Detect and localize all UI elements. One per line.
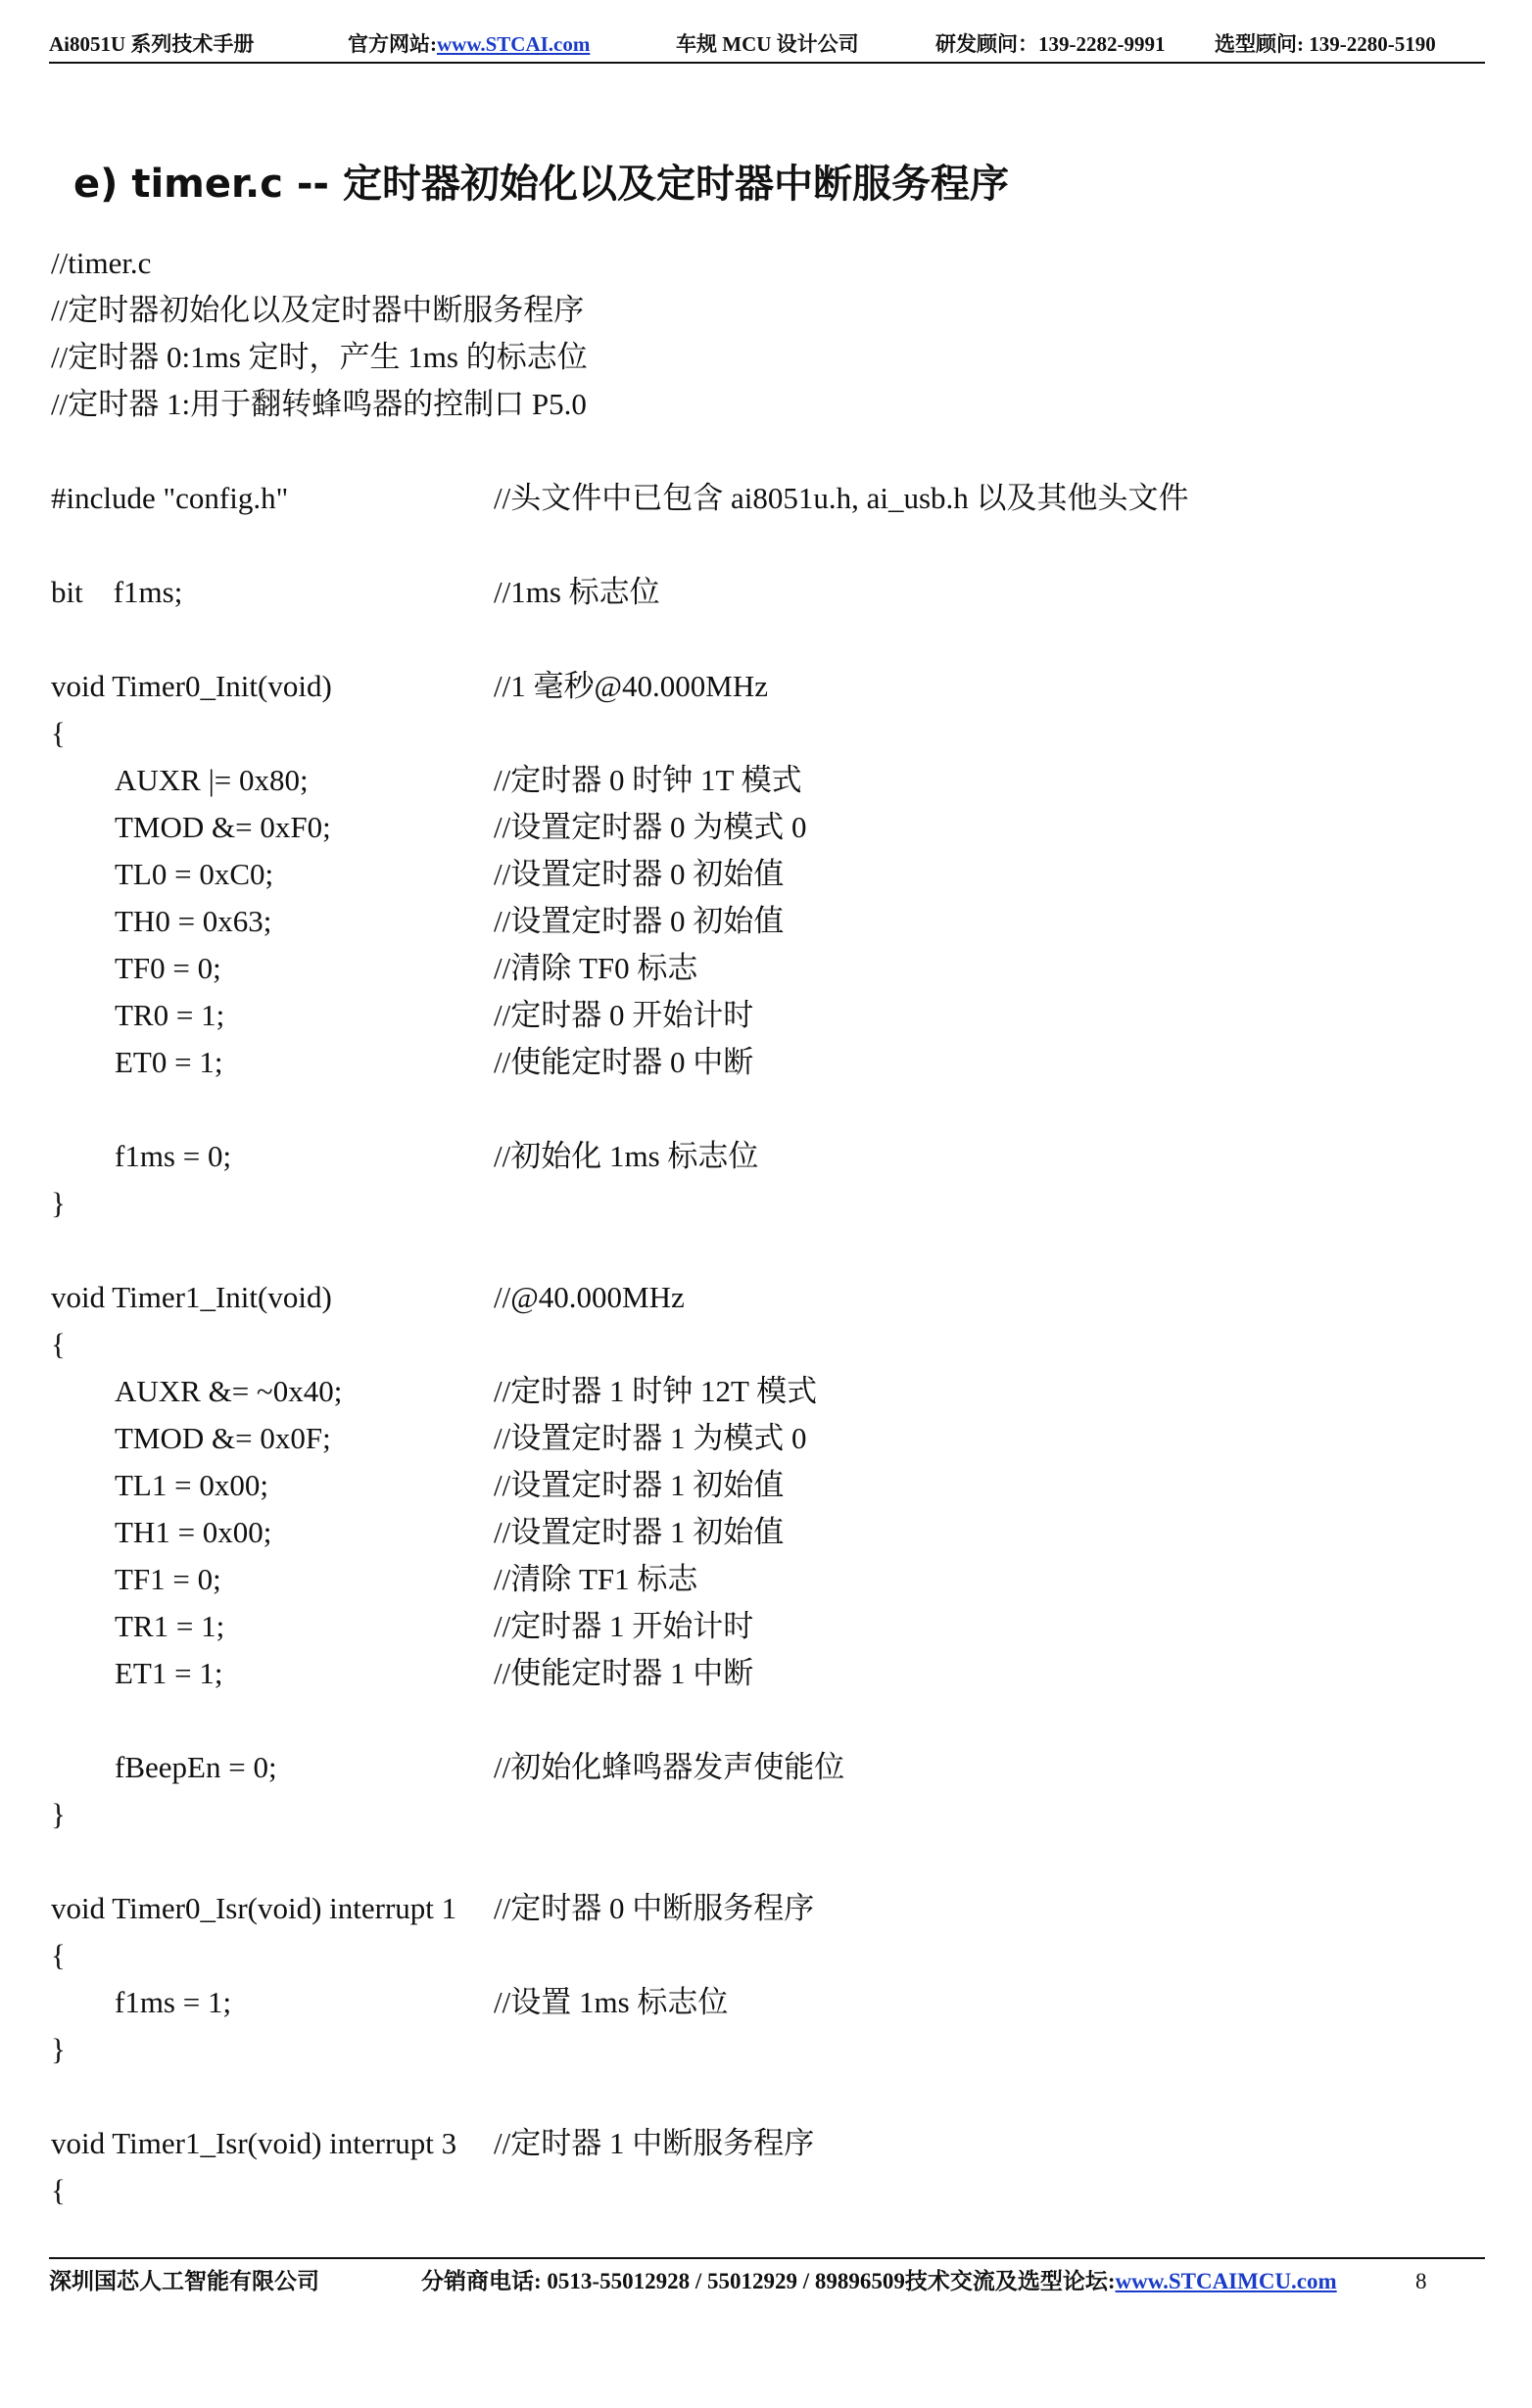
code-line bbox=[51, 428, 1461, 475]
page-number: 8 bbox=[1415, 2269, 1427, 2293]
code-statement: #include "config.h" bbox=[51, 481, 289, 515]
code-line bbox=[51, 1368, 1461, 1415]
footer-contact bbox=[421, 2264, 1337, 2299]
code-statement: void Timer0_Isr(void) interrupt 1 bbox=[51, 1891, 457, 1925]
code-statement: ET0 = 1; bbox=[115, 1045, 223, 1079]
forum-link[interactable]: www.STCAIMCU.com bbox=[1115, 2269, 1337, 2293]
code-listing bbox=[51, 240, 1461, 2214]
code-comment: //设置定时器 0 初始值 bbox=[494, 857, 785, 891]
code-comment: //初始化 1ms 标志位 bbox=[494, 1139, 759, 1173]
code-comment: //定时器 0 时钟 1T 模式 bbox=[494, 763, 802, 797]
code-line bbox=[51, 1697, 1461, 1744]
distributor-phone: 分销商电话: 0513-55012928 / 55012929 / 89896509技术交流及选型论坛: bbox=[421, 2269, 1116, 2293]
code-comment: //头文件中已包含 ai8051u.h, ai_usb.h 以及其他头文件 bbox=[494, 481, 1189, 515]
footer-divider bbox=[49, 2257, 1485, 2259]
code-comment: //设置定时器 0 初始值 bbox=[494, 904, 785, 938]
code-statement: void Timer1_Init(void) bbox=[51, 1280, 332, 1314]
code-line bbox=[51, 569, 1461, 616]
code-comment: //设置 1ms 标志位 bbox=[494, 1985, 729, 2019]
code-statement: TF0 = 0; bbox=[115, 951, 221, 985]
code-comment: //清除 TF0 标志 bbox=[494, 951, 698, 985]
code-line bbox=[51, 1227, 1461, 1274]
code-statement: TL0 = 0xC0; bbox=[115, 857, 274, 891]
official-site bbox=[348, 27, 590, 61]
code-statement: { bbox=[51, 716, 66, 750]
code-line bbox=[51, 1650, 1461, 1697]
code-line bbox=[51, 1509, 1461, 1556]
code-comment: //定时器 0 开始计时 bbox=[494, 998, 754, 1032]
code-line bbox=[51, 1556, 1461, 1603]
section-title: e) timer.c -- 定时器初始化以及定时器中断服务程序 bbox=[73, 162, 1009, 207]
code-statement: TH0 = 0x63; bbox=[115, 904, 272, 938]
code-line bbox=[51, 1039, 1461, 1086]
code-statement: bit f1ms; bbox=[51, 575, 183, 609]
code-line bbox=[51, 2120, 1461, 2167]
code-line bbox=[51, 710, 1461, 757]
code-comment: //初始化蜂鸣器发声使能位 bbox=[494, 1750, 845, 1784]
code-statement: TR0 = 1; bbox=[115, 998, 225, 1032]
code-line bbox=[51, 992, 1461, 1039]
code-line bbox=[51, 945, 1461, 992]
page-footer bbox=[49, 2264, 1485, 2299]
code-line bbox=[51, 851, 1461, 898]
code-statement: { bbox=[51, 2173, 66, 2207]
code-statement: fBeepEn = 0; bbox=[115, 1750, 277, 1784]
header-divider bbox=[49, 62, 1485, 64]
code-statement: //定时器 0:1ms 定时，产生 1ms 的标志位 bbox=[51, 340, 588, 374]
code-comment: //定时器 1 开始计时 bbox=[494, 1609, 754, 1643]
code-comment: //1ms 标志位 bbox=[494, 575, 660, 609]
code-line bbox=[51, 1838, 1461, 1885]
code-statement: TH1 = 0x00; bbox=[115, 1515, 272, 1549]
footer-company: 深圳国芯人工智能有限公司 bbox=[49, 2269, 319, 2293]
code-line bbox=[51, 1133, 1461, 1180]
code-line bbox=[51, 381, 1461, 428]
code-line bbox=[51, 616, 1461, 663]
code-line bbox=[51, 1086, 1461, 1133]
code-line bbox=[51, 898, 1461, 945]
code-line bbox=[51, 522, 1461, 569]
manual-title: Ai8051U 系列技术手册 bbox=[49, 32, 255, 56]
code-line bbox=[51, 334, 1461, 381]
code-line bbox=[51, 1462, 1461, 1509]
code-comment: //定时器 1 中断服务程序 bbox=[494, 2126, 815, 2160]
code-comment: //设置定时器 0 为模式 0 bbox=[494, 810, 807, 844]
code-line bbox=[51, 2026, 1461, 2073]
code-comment: //使能定时器 1 中断 bbox=[494, 1656, 754, 1690]
code-line bbox=[51, 1603, 1461, 1650]
code-line bbox=[51, 1979, 1461, 2026]
code-statement: AUXR |= 0x80; bbox=[115, 763, 309, 797]
code-comment: //设置定时器 1 初始值 bbox=[494, 1515, 785, 1549]
code-statement: f1ms = 1; bbox=[115, 1985, 232, 2019]
code-comment: //@40.000MHz bbox=[494, 1280, 685, 1314]
code-line bbox=[51, 1274, 1461, 1321]
page-header bbox=[49, 27, 1485, 61]
code-statement: f1ms = 0; bbox=[115, 1139, 232, 1173]
code-statement: } bbox=[51, 2032, 66, 2066]
code-comment: //使能定时器 0 中断 bbox=[494, 1045, 754, 1079]
code-statement: void Timer1_Isr(void) interrupt 3 bbox=[51, 2126, 457, 2160]
code-statement: //定时器初始化以及定时器中断服务程序 bbox=[51, 293, 585, 327]
code-line bbox=[51, 757, 1461, 804]
code-statement: } bbox=[51, 1186, 66, 1220]
official-site-label: 官方网站: bbox=[348, 32, 437, 56]
code-statement: TF1 = 0; bbox=[115, 1562, 221, 1596]
code-statement: //timer.c bbox=[51, 246, 152, 280]
code-line bbox=[51, 240, 1461, 287]
code-statement: void Timer0_Init(void) bbox=[51, 669, 332, 703]
code-line bbox=[51, 1885, 1461, 1932]
code-line bbox=[51, 287, 1461, 334]
code-line bbox=[51, 1321, 1461, 1368]
code-comment: //设置定时器 1 初始值 bbox=[494, 1468, 785, 1502]
code-statement: //定时器 1:用于翻转蜂鸣器的控制口 P5.0 bbox=[51, 387, 587, 421]
code-statement: TR1 = 1; bbox=[115, 1609, 225, 1643]
code-statement: ET1 = 1; bbox=[115, 1656, 223, 1690]
code-comment: //1 毫秒@40.000MHz bbox=[494, 669, 768, 703]
code-statement: TMOD &= 0xF0; bbox=[115, 810, 331, 844]
code-line bbox=[51, 1791, 1461, 1838]
code-line bbox=[51, 2073, 1461, 2120]
code-statement: } bbox=[51, 1797, 66, 1831]
code-line bbox=[51, 475, 1461, 522]
code-statement: AUXR &= ~0x40; bbox=[115, 1374, 343, 1408]
selection-advisor-phone: 选型顾问: 139-2280-5190 bbox=[1215, 32, 1436, 56]
official-site-link[interactable]: www.STCAI.com bbox=[437, 32, 591, 56]
code-line bbox=[51, 1744, 1461, 1791]
code-line bbox=[51, 1415, 1461, 1462]
code-line bbox=[51, 1180, 1461, 1227]
code-comment: //清除 TF1 标志 bbox=[494, 1562, 698, 1596]
code-statement: { bbox=[51, 1938, 66, 1972]
code-line bbox=[51, 2167, 1461, 2214]
code-line bbox=[51, 804, 1461, 851]
company-tagline: 车规 MCU 设计公司 bbox=[676, 32, 859, 56]
code-comment: //定时器 0 中断服务程序 bbox=[494, 1891, 815, 1925]
rd-advisor-phone: 研发顾问：139-2282-9991 bbox=[935, 32, 1166, 56]
code-comment: //设置定时器 1 为模式 0 bbox=[494, 1421, 807, 1455]
code-statement: { bbox=[51, 1327, 66, 1361]
code-comment: //定时器 1 时钟 12T 模式 bbox=[494, 1374, 818, 1408]
code-line bbox=[51, 1932, 1461, 1979]
code-statement: TL1 = 0x00; bbox=[115, 1468, 268, 1502]
code-line bbox=[51, 663, 1461, 710]
code-statement: TMOD &= 0x0F; bbox=[115, 1421, 331, 1455]
